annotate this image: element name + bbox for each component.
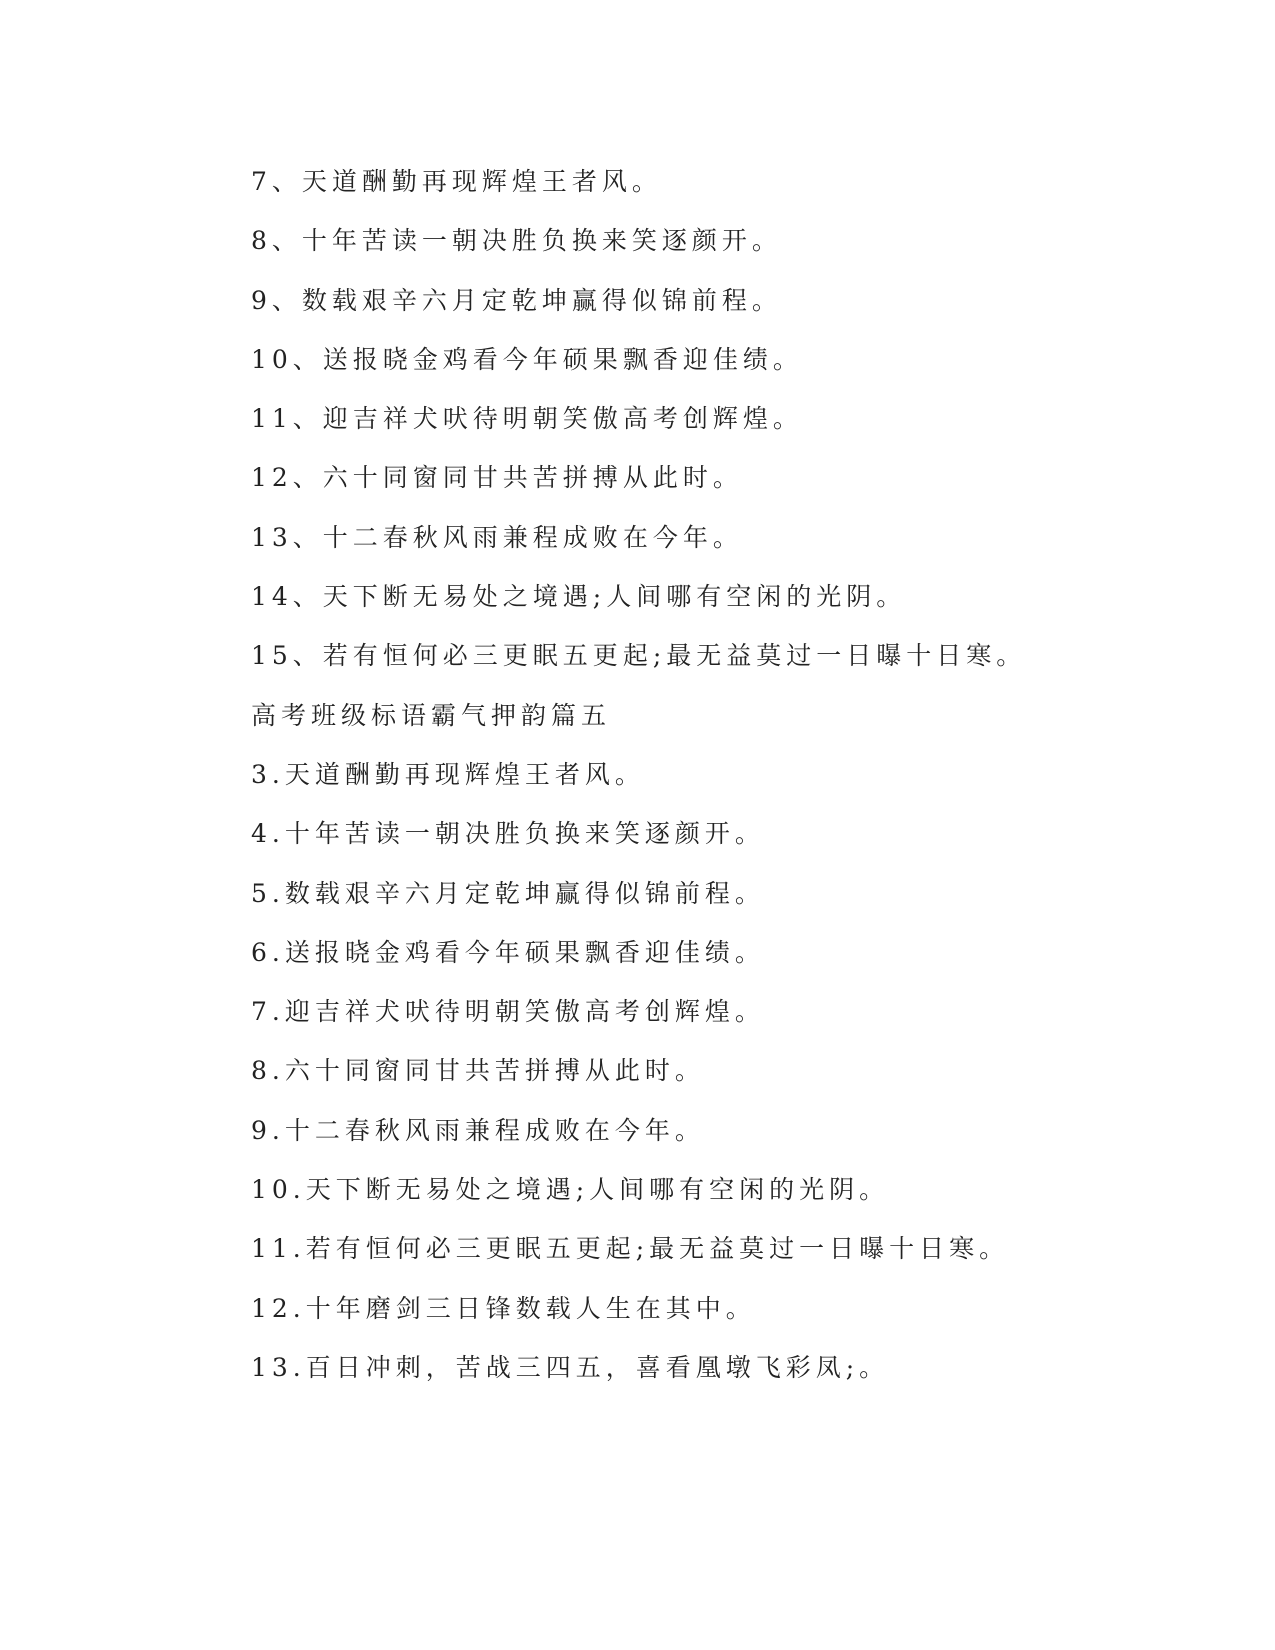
slogan-line: 8.六十同窗同甘共苦拼搏从此时。 xyxy=(251,1056,705,1086)
slogan-line: 12.十年磨剑三日锋数载人生在其中。 xyxy=(251,1293,756,1323)
slogan-line: 7.迎吉祥犬吠待明朝笑傲高考创辉煌。 xyxy=(251,997,765,1027)
slogan-line: 3.天道酬勤再现辉煌王者风。 xyxy=(251,759,645,789)
slogan-line: 14、天下断无易处之境遇;人间哪有空闲的光阴。 xyxy=(251,582,907,612)
section-heading: 高考班级标语霸气押韵篇五 xyxy=(251,700,612,730)
slogan-line: 13、十二春秋风雨兼程成败在今年。 xyxy=(251,522,743,552)
slogan-line: 5.数载艰辛六月定乾坤赢得似锦前程。 xyxy=(251,878,765,908)
slogan-line: 13.百日冲刺，苦战三四五，喜看凰墩飞彩凤;。 xyxy=(251,1352,890,1382)
slogan-line: 9.十二春秋风雨兼程成败在今年。 xyxy=(251,1115,705,1145)
slogan-line: 10.天下断无易处之境遇;人间哪有空闲的光阴。 xyxy=(251,1175,890,1205)
slogan-line: 9、数载艰辛六月定乾坤赢得似锦前程。 xyxy=(251,285,782,315)
slogan-line: 4.十年苦读一朝决胜负换来笑逐颜开。 xyxy=(251,819,765,849)
slogan-line: 10、送报晓金鸡看今年硕果飘香迎佳绩。 xyxy=(251,344,803,374)
slogan-line: 15、若有恒何必三更眠五更起;最无益莫过一日曝十日寒。 xyxy=(251,641,1027,671)
slogan-line: 12、六十同窗同甘共苦拼搏从此时。 xyxy=(251,463,743,493)
slogan-line: 6.送报晓金鸡看今年硕果飘香迎佳绩。 xyxy=(251,937,765,967)
slogan-line: 11.若有恒何必三更眠五更起;最无益莫过一日曝十日寒。 xyxy=(251,1234,1010,1264)
document-body xyxy=(251,162,1211,1407)
slogan-line: 8、十年苦读一朝决胜负换来笑逐颜开。 xyxy=(251,226,782,256)
slogan-line: 11、迎吉祥犬吠待明朝笑傲高考创辉煌。 xyxy=(251,404,803,434)
slogan-line: 7、天道酬勤再现辉煌王者风。 xyxy=(251,167,662,196)
